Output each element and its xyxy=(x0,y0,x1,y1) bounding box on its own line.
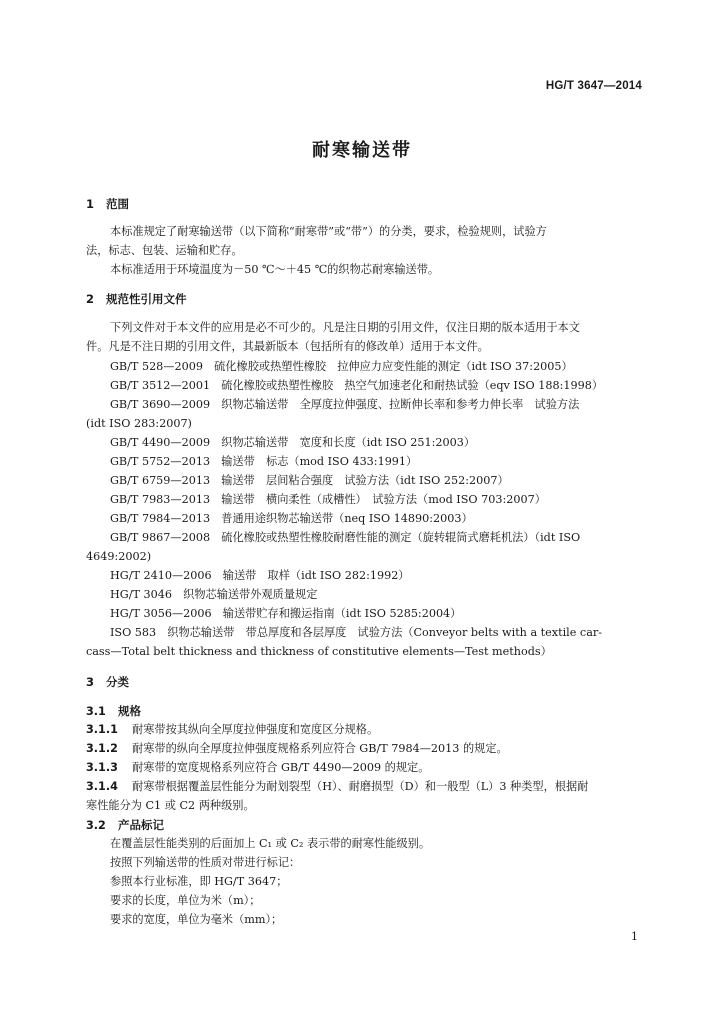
reference-item: GB/T 6759—2013 输送带 层间粘合强度 试验方法（idt ISO 252:2007） xyxy=(110,474,509,487)
subsection-title: 规格 xyxy=(118,704,141,718)
clause-number: 3.1.3 xyxy=(86,761,118,774)
clause-text: 耐寒带根据覆盖层性能分为耐划裂型（H）、耐磨损型（D）和一般型（L）3 种类型，根据耐 xyxy=(132,780,589,793)
paragraph-line: 法，标志、包装、运输和贮存。 xyxy=(86,244,243,257)
section-number: 2 xyxy=(86,292,95,306)
section-3-heading xyxy=(86,675,724,689)
clause-text: 耐寒带按其纵向全厚度拉伸强度和宽度区分规格。 xyxy=(132,723,379,736)
reference-item: cass—Total belt thickness and thickness of constitutive elements—Test methods） xyxy=(86,645,552,658)
clause-text: 耐寒带的宽度规格系列应符合 GB/T 4490—2009 的规定。 xyxy=(132,761,430,774)
clause-3-1-2 xyxy=(86,742,724,756)
subsection-number: 3.2 xyxy=(86,819,106,832)
reference-item: GB/T 7984—2013 普通用途织物芯输送带（neq ISO 14890:2003） xyxy=(110,512,473,525)
clause-number: 3.1.1 xyxy=(86,723,118,736)
reference-item: HG/T 3056—2006 输送带贮存和搬运指南（idt ISO 5285:2004） xyxy=(110,607,462,620)
reference-item: GB/T 4490—2009 织物芯输送带 宽度和长度（idt ISO 251:2003） xyxy=(110,436,476,449)
reference-item: GB/T 3512—2001 硫化橡胶或热塑性橡胶 热空气加速老化和耐热试验（eqv ISO 188:1998） xyxy=(110,379,604,392)
page-number: 1 xyxy=(631,930,638,943)
clause-number: 3.1.4 xyxy=(86,780,118,793)
section-1-heading xyxy=(86,197,724,211)
section-2-heading xyxy=(86,292,724,306)
reference-item: GB/T 3690—2009 织物芯输送带 全厚度拉伸强度、拉断伸长率和参考力伸长率 试验方法 xyxy=(110,398,580,411)
paragraph-line: 要求的长度，单位为米（m）； xyxy=(110,894,261,907)
section-title: 分类 xyxy=(106,675,129,689)
reference-item: (idt ISO 283:2007) xyxy=(86,417,192,430)
standard-code: HG/T 3647—2014 xyxy=(545,80,642,92)
paragraph-line: 下列文件对于本文件的应用是必不可少的。凡是注日期的引用文件，仅注日期的版本适用于本文 xyxy=(110,321,580,334)
paragraph-line: 按照下列输送带的性质对带进行标记： xyxy=(110,856,301,869)
reference-item: 4649:2002) xyxy=(86,550,152,563)
reference-item: GB/T 5752—2013 输送带 标志（mod ISO 433:1991） xyxy=(110,455,418,468)
document-title: 耐寒输送带 xyxy=(312,140,412,161)
section-title: 范围 xyxy=(106,197,129,211)
paragraph-line: 要求的宽度，单位为毫米（mm）； xyxy=(110,913,283,926)
reference-item: GB/T 9867—2008 硫化橡胶或热塑性橡胶耐磨性能的测定（旋转辊筒式磨耗机法）（idt ISO xyxy=(110,531,581,544)
section-number: 3 xyxy=(86,675,95,689)
subsection-title: 产品标记 xyxy=(118,818,164,832)
clause-3-1-1 xyxy=(86,723,724,737)
reference-item: HG/T 2410—2006 输送带 取样（idt ISO 282:1992） xyxy=(110,569,410,582)
subsection-number: 3.1 xyxy=(86,705,106,718)
clause-3-1-3 xyxy=(86,761,724,775)
clause-text: 耐寒带的纵向全厚度拉伸强度规格系列应符合 GB/T 7984—2013 的规定。 xyxy=(132,742,508,755)
section-number: 1 xyxy=(86,197,95,211)
reference-item: GB/T 7983—2013 输送带 横向柔性（成槽性） 试验方法（mod ISO 703:2007） xyxy=(110,493,546,506)
reference-item: ISO 583 织物芯输送带 带总厚度和各层厚度 试验方法（Conveyor belts with a textile car- xyxy=(110,626,602,639)
paragraph-line: 参照本行业标准，即 HG/T 3647； xyxy=(110,875,288,888)
paragraph-line: 本标准规定了耐寒输送带（以下简称“耐寒带”或“带”）的分类，要求，检验规则，试验方 xyxy=(110,225,547,238)
paragraph-line: 在覆盖层性能类别的后面加上 C₁ 或 C₂ 表示带的耐寒性能级别。 xyxy=(110,837,431,850)
clause-continuation: 寒性能分为 C1 或 C2 两种级别。 xyxy=(86,799,255,812)
clause-number: 3.1.2 xyxy=(86,742,118,755)
reference-item: GB/T 528—2009 硫化橡胶或热塑性橡胶 拉伸应力应变性能的测定（idt ISO 37:2005） xyxy=(110,360,573,373)
subsection-3-2-heading xyxy=(86,818,724,833)
paragraph-line: 本标准适用于环境温度为－50 ℃～＋45 ℃的织物芯耐寒输送带。 xyxy=(110,263,440,276)
reference-item: HG/T 3046 织物芯输送带外观质量规定 xyxy=(110,588,318,601)
paragraph-line: 件。凡是不注日期的引用文件，其最新版本（包括所有的修改单）适用于本文件。 xyxy=(86,340,489,353)
subsection-3-1-heading xyxy=(86,704,724,719)
clause-3-1-4 xyxy=(86,780,724,794)
section-title: 规范性引用文件 xyxy=(106,292,187,306)
